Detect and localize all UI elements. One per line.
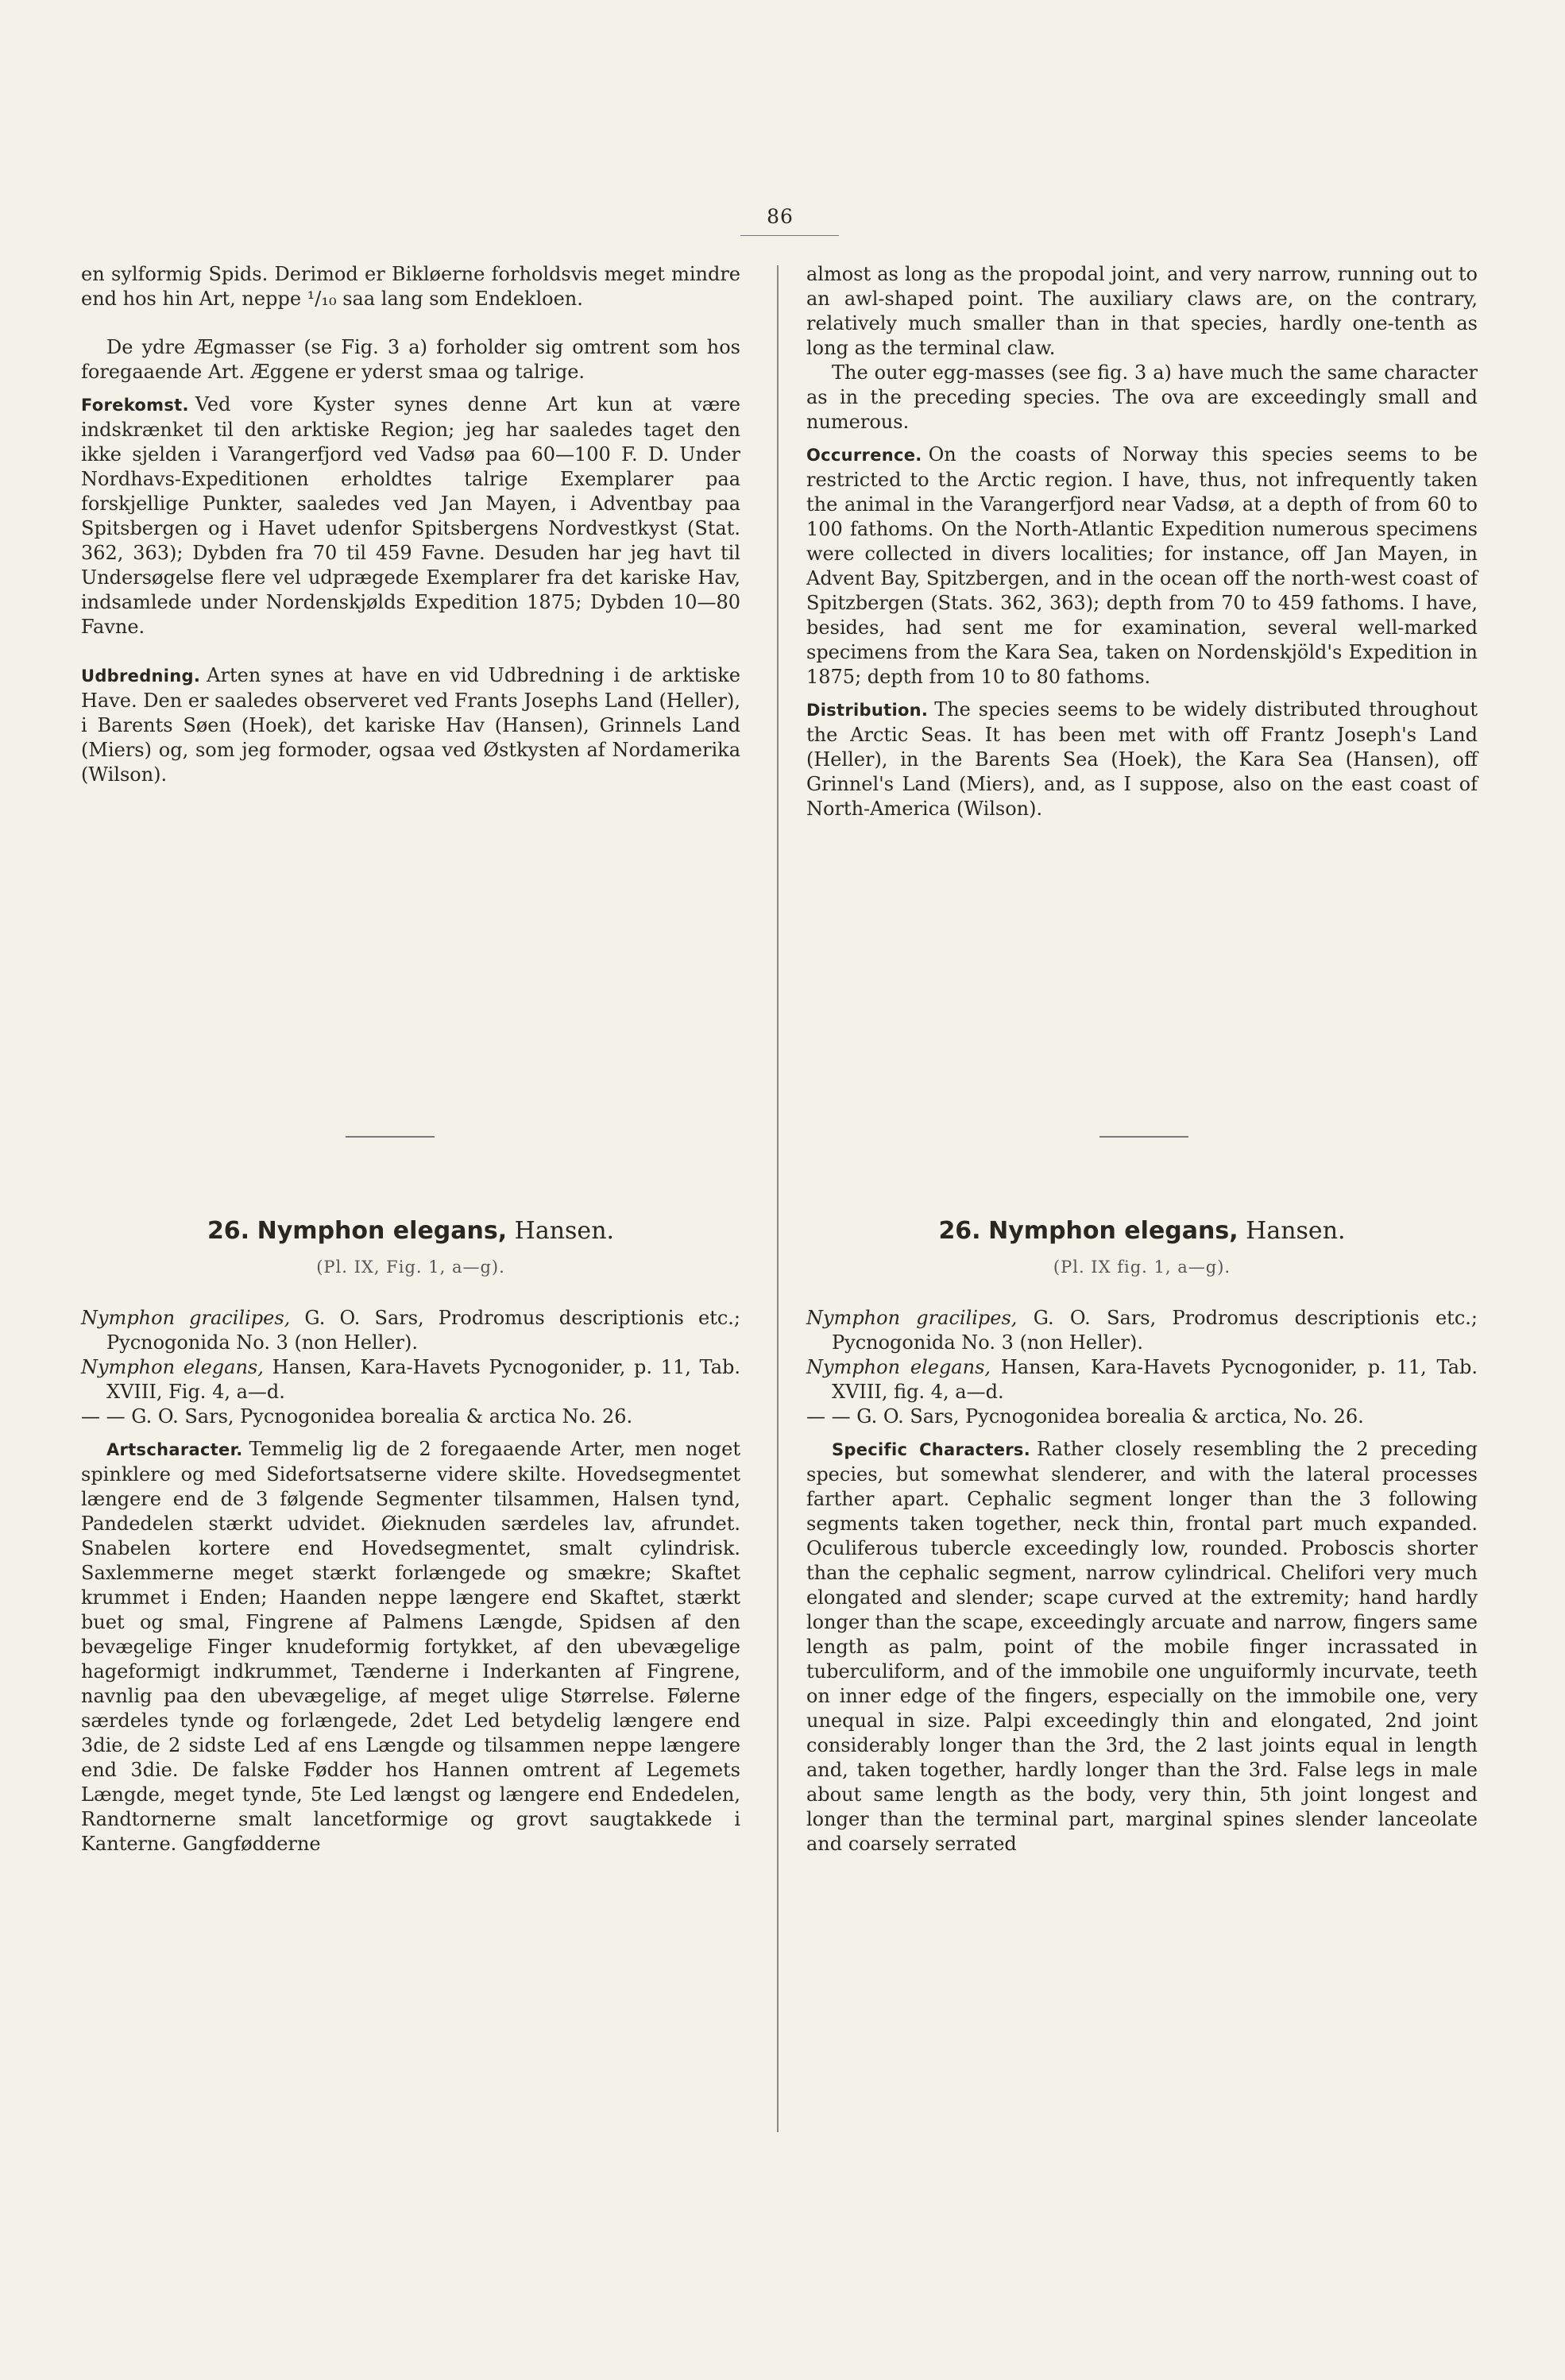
right-synonym-1-text: G. O. Sars, Prodromus descriptionis etc.; Pycnogonida No. 3 (non Heller). xyxy=(832,1307,1478,1354)
right-species-heading xyxy=(806,1217,1478,1245)
occurrence-text: On the coasts of Norway this species seems to be restricted to the Arctic region. I have, thus, not infrequently taken the animal in the Varangerfjord near Vadsø, at a depth of from 60 to 100 fathoms. On the North-Atlantic Expedition numerous specimens were collected in divers localities; for instance, off Jan Mayen, in Advent Bay, Spitzbergen, and in the ocean off the north-west coast of Spitzbergen (Stats. 362, 363); depth from 70 to 459 fathoms. I have, besides, had sent me for examination, several well-marked specimens from the Kara Sea, taken on Nordenskjöld's Expedition in 1875; depth from 10 to 80 fathoms. xyxy=(806,443,1478,688)
left-synonym-2-name: Nymphon elegans, xyxy=(81,1356,264,1378)
left-species-author: Hansen. xyxy=(514,1217,615,1245)
right-synonym-3: — — G. O. Sars, Pycnogonidea borealia & arctica, No. 26. xyxy=(806,1405,1364,1428)
forekomst-text: Ved vore Kyster synes denne Art kun at være indskrænket til den arktiske Region; jeg har saaledes taget den ikke sjelden i Varangerfjord ved Vadsø paa 60—100 F. D. Under Nordhavs-Expeditionen erholdtes talrige Exemplarer paa forskjellige Punkter, saaledes ved Jan Mayen, i Adventbay paa Spitsbergen og i Havet udenfor Spitsbergens Nordvestkyst (Stat. 362, 363); Dybden fra 70 til 459 Favne. Desuden har jeg havt til Undersøgelse flere vel udprægede Exemplarer fra det kariske Hav, indsamlede under Nordenskjølds Expedition 1875; Dybden 10—80 Favne. xyxy=(81,393,740,638)
column-divider xyxy=(777,265,779,2132)
left-paragraph-1: en sylformig Spids. Derimod er Bikløerne forholdsvis meget mindre end hos hin Art, neppe ¹/₁₀ saa lang som Endekloen. xyxy=(81,263,740,310)
artscharacter-label: Artscharacter. xyxy=(106,1440,243,1459)
page-number: 86 xyxy=(767,205,794,228)
left-synonym-1 xyxy=(81,1306,740,1355)
right-plate-reference: (Pl. IX fig. 1, a—g). xyxy=(1053,1258,1231,1277)
right-species-name: Nymphon elegans, xyxy=(988,1217,1238,1245)
left-species-heading xyxy=(81,1217,740,1245)
left-synonym-1-name: Nymphon gracilipes, xyxy=(81,1307,291,1329)
right-distribution-paragraph xyxy=(806,697,1478,821)
right-section-separator xyxy=(1099,1136,1188,1138)
right-column-bottom xyxy=(806,1306,1478,1856)
right-species-number: 26. xyxy=(938,1217,981,1245)
left-species-number: 26. xyxy=(207,1217,250,1245)
left-udbredning-paragraph xyxy=(81,663,740,787)
right-synonym-2-name: Nymphon elegans, xyxy=(806,1356,991,1378)
right-synonym-2-text: Hansen, Kara-Havets Pycnogonider, p. 11, Tab. XVIII, fig. 4, a—d. xyxy=(832,1356,1478,1403)
distribution-text: The species seems to be widely distributed throughout the Arctic Seas. It has been met with off Frantz Joseph's Land (Heller), in the Barents Sea (Hoek), the Kara Sea (Hansen), off Grinnel's Land (Miers), and, as I suppose, also on the east coast of North-America (Wilson). xyxy=(806,698,1478,820)
right-synonym-2 xyxy=(806,1355,1478,1404)
left-column-bottom xyxy=(81,1306,740,1856)
specific-characters-text: Rather closely resembling the 2 preceding species, but somewhat slenderer, and with the lateral processes farther apart. Cephalic segment longer than the 3 following segments taken together, neck thin, frontal part much expanded. Oculiferous tubercle exceedingly low, rounded. Proboscis shorter than the cephalic segment, narrow cylindrical. Chelifori very much elongated and slender; scape curved at the extremity; hand hardly longer than the scape, exceedingly arcuate and narrow, fingers same length as palm, point of the mobile finger incrassated in tuberculiform, and of the immobile one unguiformly incurvate, teeth on inner edge of the fingers, especially on the immobile one, very unequal in size. Palpi exceedingly thin and elongated, 2nd joint considerably longer than the 3rd, the 2 last joints equal in length and, taken together, hardly longer than the 3rd. False legs in male about same length as the body, very thin, 5th joint longest and longer than the terminal part, marginal spines slender lanceolate and coarsely serrated xyxy=(806,1438,1478,1855)
artscharacter-text: Temmelig lig de 2 foregaaende Arter, men noget spinklere og med Sidefortsatserne videre skilte. Hovedsegmentet længere end de 3 følgende Segmenter tilsammen, Halsen tynd, Pandedelen stærkt udvidet. Øieknuden særdeles lav, afrundet. Snabelen kortere end Hovedsegmentet, smalt cylindrisk. Saxlemmerne meget stærkt forlængede og smækre; Skaftet krummet i Enden; Haanden neppe længere end Skaftet, stærkt buet og smal, Fingrene af Palmens Længde, Spidsen af den bevægelige Finger knudeformig fortykket, af den ubevægelige hageformigt indkrummet, Tænderne i Inderkanten af Fingrene, navnlig paa den ubevægelige, af meget ulige Størrelse. Følerne særdeles tynde og forlængede, 2det Led betydelig længere end 3die, de 2 sidste Led af ens Længde og tilsammen neppe længere end 3die. De falske Fødder hos Hannen omtrent af Legemets Længde, meget tynde, 5te Led længst og længere end Endedelen, Randtornerne smalt lancetformige og grovt saugtakkede i Kanterne. Gangfødderne xyxy=(81,1438,740,1855)
udbredning-text: Arten synes at have en vid Udbredning i de arktiske Have. Den er saaledes observeret ved Frants Josephs Land (Heller), i Barents Søen (Hoek), det kariske Hav (Hansen), Grinnels Land (Miers) og, som jeg formoder, ogsaa ved Østkysten af Nordamerika (Wilson). xyxy=(81,664,740,786)
left-species-name: Nymphon elegans, xyxy=(257,1217,508,1245)
left-paragraph-2: De ydre Ægmasser (se Fig. 3 a) forholder sig omtrent som hos foregaaende Art. Æggene er yderst smaa og talrige. xyxy=(81,336,740,383)
udbredning-label: Udbredning. xyxy=(81,666,201,686)
right-species-author: Hansen. xyxy=(1246,1217,1346,1245)
occurrence-label: Occurrence. xyxy=(806,446,922,465)
left-synonym-2-text: Hansen, Kara-Havets Pycnogonider, p. 11, Tab. XVIII, Fig. 4, a—d. xyxy=(106,1356,741,1403)
right-synonym-1-name: Nymphon gracilipes, xyxy=(806,1307,1018,1329)
left-section-separator xyxy=(346,1136,435,1138)
forekomst-label: Forekomst. xyxy=(81,396,189,415)
right-paragraph-1: almost as long as the propodal joint, and very narrow, running out to an awl-shaped point. The auxiliary claws are, on the contrary, relatively much smaller than in that species, hardly one-tenth as long as the terminal claw. xyxy=(806,263,1478,359)
left-synonym-3: — — G. O. Sars, Pycnogonidea borealia & arctica No. 26. xyxy=(81,1405,633,1428)
left-column-top xyxy=(81,262,740,787)
specific-characters-label: Specific Characters. xyxy=(832,1440,1031,1459)
left-plate-reference: (Pl. IX, Fig. 1, a—g). xyxy=(316,1258,505,1277)
header-rule xyxy=(740,235,839,236)
left-artscharacter-paragraph xyxy=(81,1437,740,1856)
left-synonym-2 xyxy=(81,1355,740,1404)
left-synonym-1-text: G. O. Sars, Prodromus descriptionis etc.; Pycnogonida No. 3 (non Heller). xyxy=(106,1307,740,1354)
right-occurrence-paragraph xyxy=(806,442,1478,690)
right-column-top xyxy=(806,262,1478,821)
right-paragraph-2: The outer egg-masses (see fig. 3 a) have much the same character as in the preceding species. The ova are exceedingly small and numerous. xyxy=(806,361,1478,433)
distribution-label: Distribution. xyxy=(806,701,929,720)
right-synonym-1 xyxy=(806,1306,1478,1355)
right-specific-characters-paragraph xyxy=(806,1437,1478,1856)
left-forekomst-paragraph xyxy=(81,392,740,639)
